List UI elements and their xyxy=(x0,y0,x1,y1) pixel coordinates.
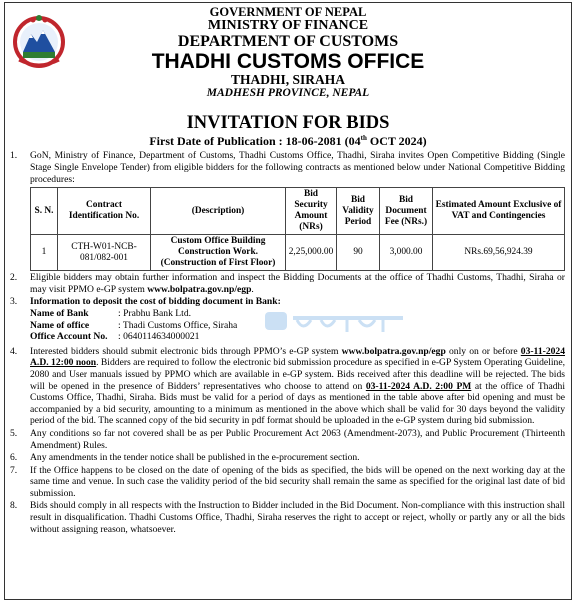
table-cell: NRs.69,56,924.39 xyxy=(433,235,565,271)
list-item: 4. Interested bidders should submit electronic bids through PPMO’s e-GP system www.bolpatra.gov.np/egp only on or before 03-11-2024 A.D. 12:00 noon. Bidders are required to follow the electronic bid submission procedure as specified in e-GP System Operating Guideline, 2080 and User manuals issued by PPMO which are available in e-GP system. Bids received after this deadline will be rejected. The bids will be opened in the presence of Bidders’ representatives who choose to attend on 03-11-2024 A.D. 2:00 PM at the office of Thadhi Customs Office, Thadhi, Siraha. Bids must be valid for a period of days as mentioned in the table above after bid opening and must be accompanied by a bid security, amounting to a minimum as mentioned in the above which shall be valid for 30 days beyond the validity period of the bid. The scanned copy of the bid security in pdf format should be uploaded in the e-GP system during bid submission. xyxy=(10,345,566,427)
list-item: 7. If the Office happens to be closed on the date of opening of the bids as specified, the bids will be opened on the next working day at the same time and venue. In such case the validity period of the bid security shall remain the same as specified for the original last date of bid submission. xyxy=(10,464,565,499)
col-header: Bid Document Fee (NRs.) xyxy=(380,188,433,235)
table-cell: Custom Office Building Construction Work. (Construction of First Floor) xyxy=(151,235,286,271)
col-header: (Description) xyxy=(151,188,286,235)
bank-account-row: Office Account No. : 0640114634000021 xyxy=(30,331,200,343)
table-cell: CTH-W01-NCB-081/082-001 xyxy=(58,235,151,271)
publication-date: First Date of Publication : 18-06-2081 (04th OCT 2024) xyxy=(149,134,427,149)
list-item: 5. Any conditions so far not covered shall be as per Public Procurement Act 2063 (Amendment-2073), and Public Procurement (Thirteenth Amendment) Rules. xyxy=(10,427,565,451)
col-header: Estimated Amount Exclusive of VAT and Contingencies xyxy=(433,188,565,235)
bid-table xyxy=(30,187,565,271)
table-row xyxy=(31,235,565,271)
col-header: Bid Security Amount (NRs) xyxy=(286,188,337,235)
watermark-logo-icon xyxy=(263,306,413,336)
office-town: THADHI, SIRAHA xyxy=(230,71,346,87)
col-header: S. N. xyxy=(31,188,58,235)
table-cell: 1 xyxy=(31,235,58,271)
col-header: Bid Validity Period xyxy=(337,188,380,235)
page-title: INVITATION FOR BIDS xyxy=(186,113,390,133)
list-item: 1. GoN, Ministry of Finance, Department of Customs, Thadhi Customs Office, Thadhi, Siraha invites Open Competitive Bidding (Single Stage Single Envelope Tender) from eligible bidders for the following contracts as mentioned below under National Competitive Bidding procedures: S. N. Contract Identification No. (Description) Bid Security Amount (NRs) Bid Validity Period Bid Document Fee (NRs.) Estimated Amount Exclusive of VAT and Contingencies 1 CTH-W01-NCB-081/082-001 Custom Office Building Construction Work. (Construction of First Floor) 2,25,000.00 90 3,000.00 NRs.69,56,924.39 xyxy=(10,150,565,271)
opening-time: 03-11-2024 A.D. 2:00 PM xyxy=(365,380,472,392)
table-cell: 2,25,000.00 xyxy=(286,235,337,271)
department-line: DEPARTMENT OF CUSTOMS xyxy=(177,32,399,50)
list-item: 6. Any amendments in the tender notice shall be published in the e-procurement section. xyxy=(10,452,360,464)
notice-body xyxy=(5,150,571,535)
list-item: 8. Bids should comply in all respects with the Instruction to Bidder included in the Bid Document. Non-compliance with this instruction shall result in disqualification. Thadhi Customs Office, Thadhi, Siraha reserves the right to accept or reject, wholly or partly any or all the bids without assigning reason, whatsoever. xyxy=(10,500,565,535)
nepal-emblem-icon xyxy=(13,12,65,70)
list-item: 2. Eligible bidders may obtain further information and inspect the Bidding Documents at the office of Thadhi Customs, Thadhi, Siraha or may visit PPMO e-GP system www.bolpatra.gov.np/egp. xyxy=(10,272,565,295)
egp-link[interactable]: www.bolpatra.gov.np/egp xyxy=(147,283,252,295)
notice-page xyxy=(4,2,572,600)
office-name: THADHI CUSTOMS OFFICE xyxy=(151,49,425,73)
egp-link[interactable]: www.bolpatra.gov.np/egp xyxy=(341,345,446,357)
notice-header xyxy=(5,6,571,110)
bank-name-row: Name of Bank : Prabhu Bank Ltd. xyxy=(30,307,192,319)
government-line: GOVERNMENT OF NEPAL xyxy=(209,5,367,19)
table-header-row xyxy=(31,188,565,235)
submission-deadline: 03-11-2024 A.D. 12:00 noon xyxy=(30,345,566,369)
office-province: MADHESH PROVINCE, NEPAL xyxy=(206,86,370,99)
ministry-line: MINISTRY OF FINANCE xyxy=(207,18,369,34)
list-item: 3. Information to deposit the cost of bidding document in Bank: Name of Bank : Prabhu Bank Ltd. Name of office : Thadi Customs Office, Siraha Office Account No. : 0640114634000021 xyxy=(10,296,565,342)
col-header: Contract Identification No. xyxy=(58,188,151,235)
table-cell: 90 xyxy=(337,235,380,271)
bank-office-row: Name of office : Thadi Customs Office, Siraha xyxy=(30,319,238,331)
table-cell: 3,000.00 xyxy=(380,235,433,271)
